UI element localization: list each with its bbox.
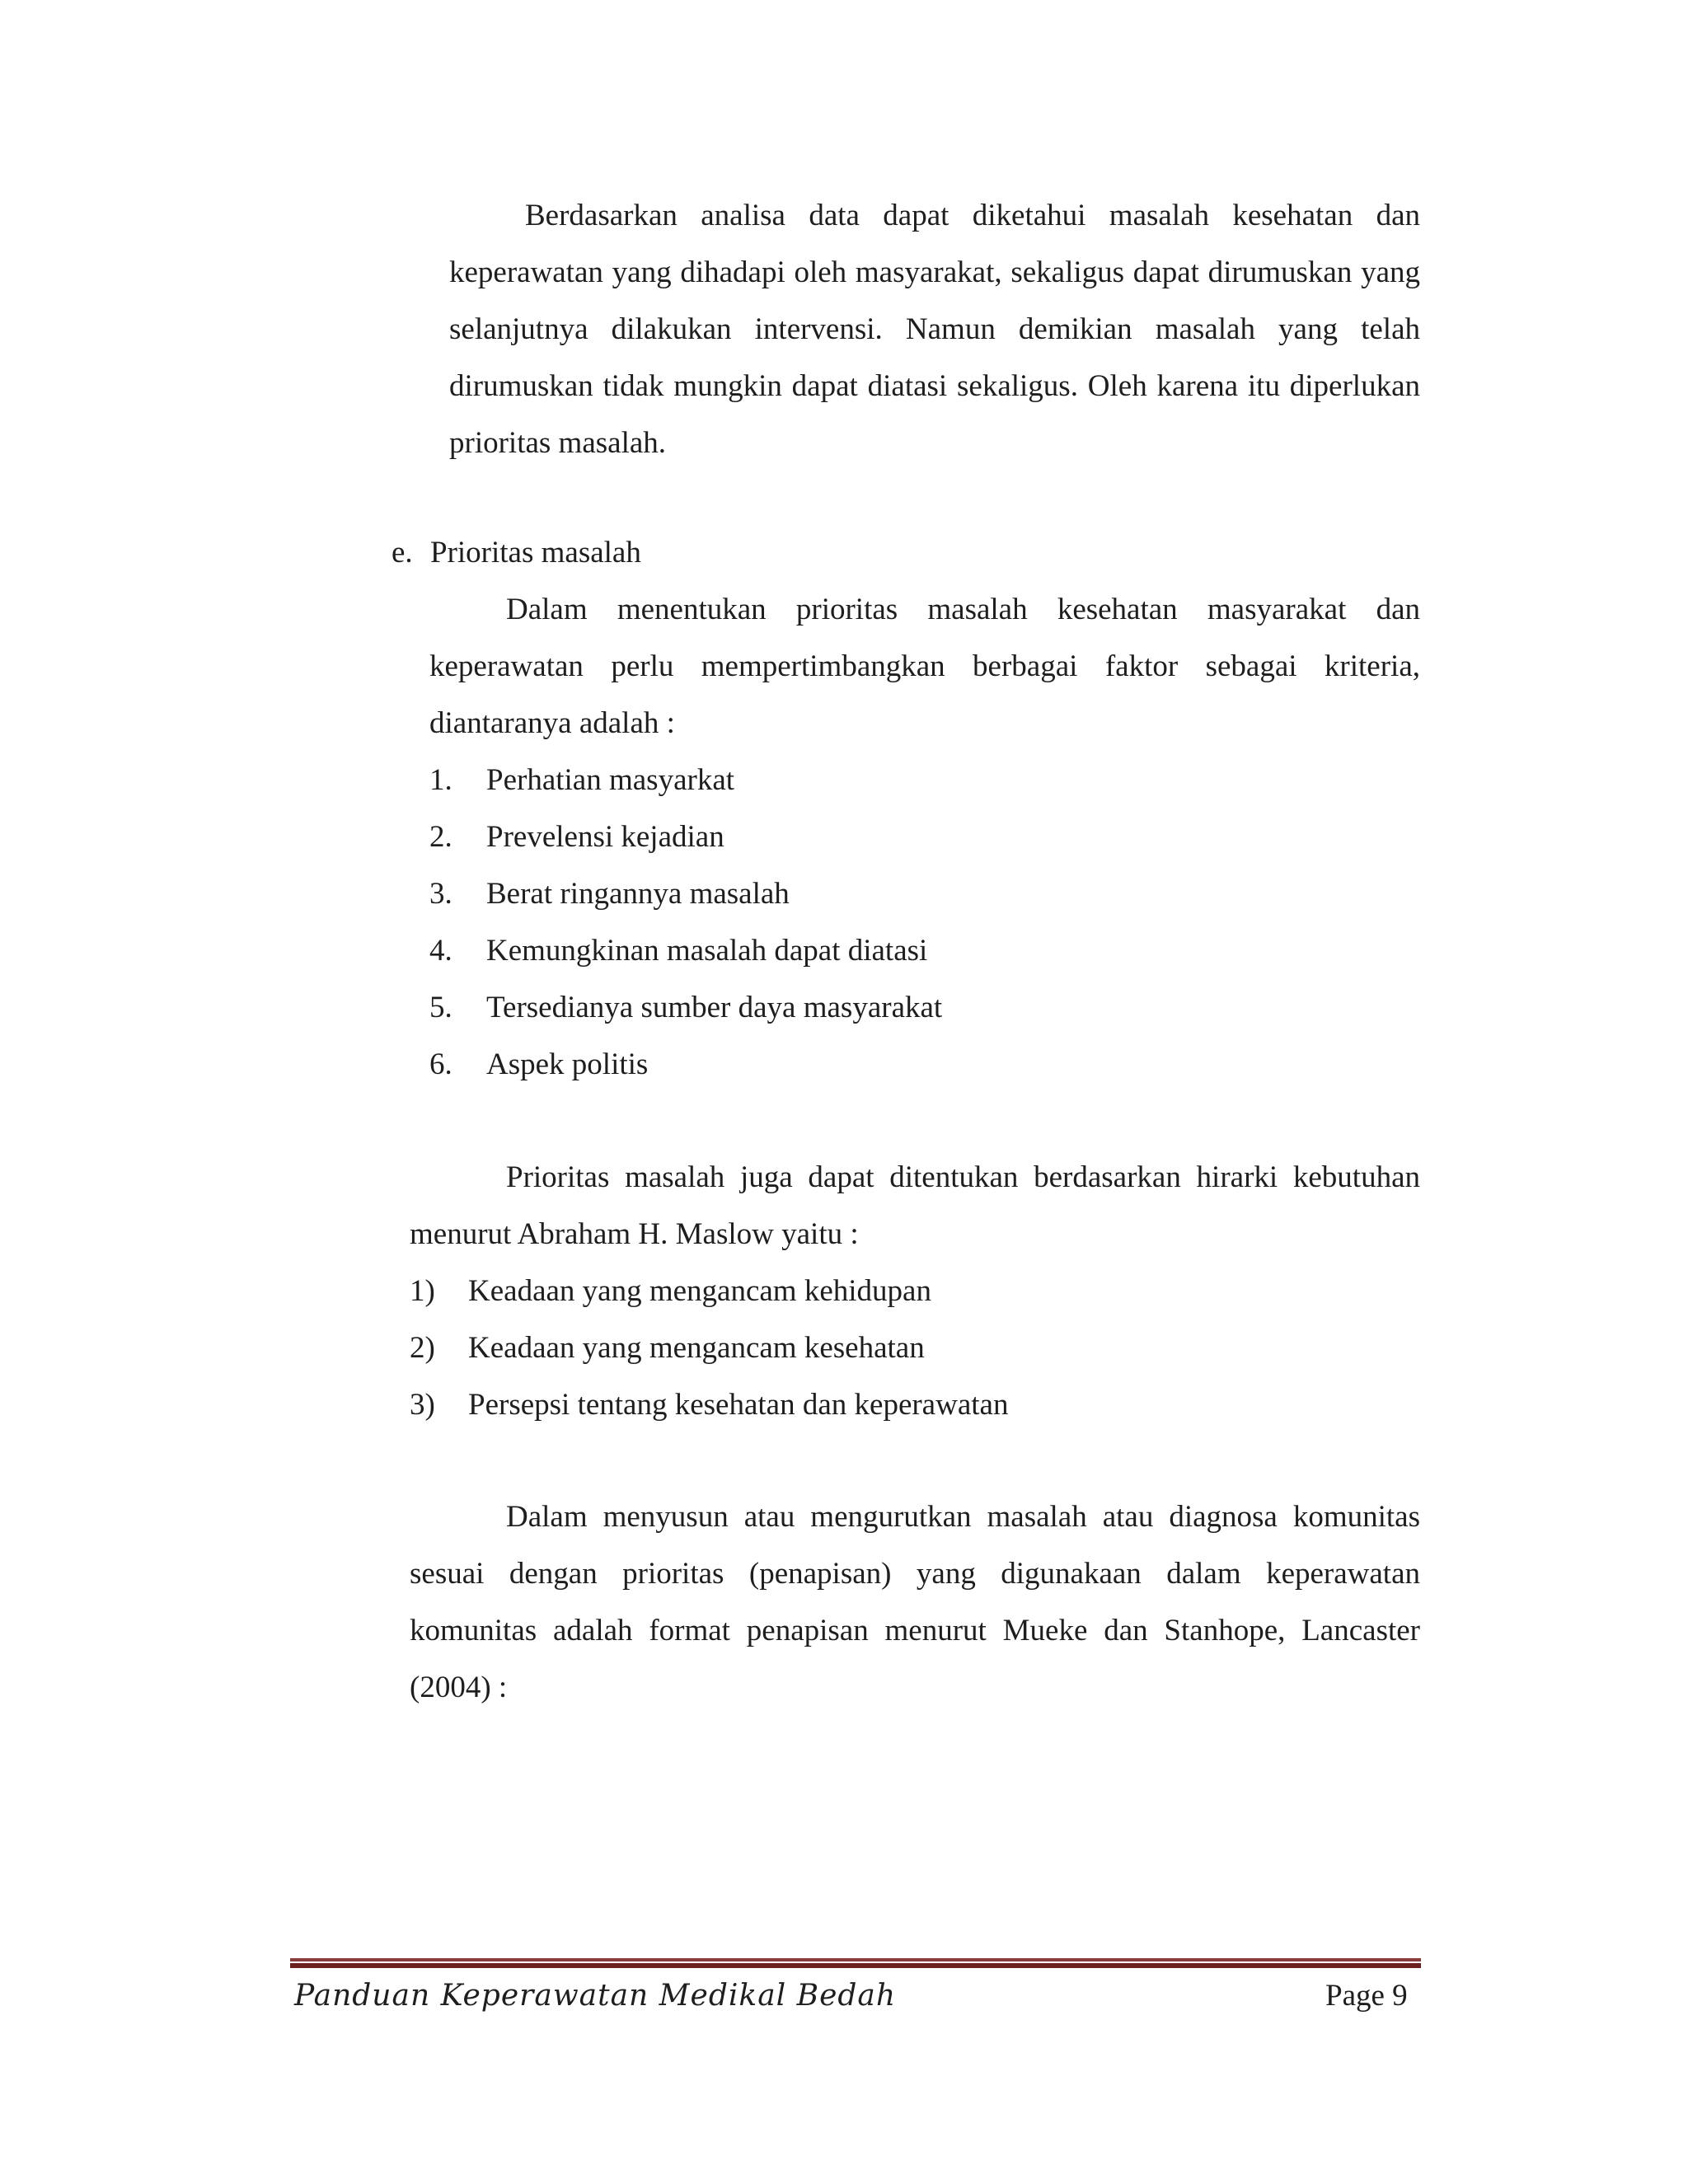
footer-page-number: Page 9 xyxy=(1325,1979,1408,2013)
list-item-number: 4. xyxy=(429,934,452,968)
list-item xyxy=(429,1036,942,1093)
list-item-text: Tersedianya sumber daya masyarakat xyxy=(486,991,943,1024)
list-item-text: Persepsi tentang kesehatan dan keperawatan xyxy=(468,1388,1009,1422)
section-title: Prioritas masalah xyxy=(430,536,641,569)
footer-divider xyxy=(290,1958,1421,1970)
paragraph-penapisan: Dalam menyusun atau mengurutkan masalah atau diagnosa komunitas sesuai dengan prioritas (penapisan) yang digunakaan dalam keperawatan komunitas adalah format penapisan menurut Mueke dan Stanhope, Lancaster (2004) : xyxy=(410,1500,1420,1704)
list-item xyxy=(410,1376,1008,1433)
criteria-list xyxy=(429,752,942,1093)
list-item-number: 5. xyxy=(429,991,452,1024)
list-item-text: Berat ringannya masalah xyxy=(486,877,790,911)
list-item-number: 2) xyxy=(410,1331,435,1365)
list-item-text: Aspek politis xyxy=(486,1047,649,1081)
list-item xyxy=(429,979,942,1036)
footer-divider-thick-line xyxy=(290,1963,1421,1968)
list-item xyxy=(429,865,942,922)
paragraph-maslow: Prioritas masalah juga dapat ditentukan berdasarkan hirarki kebutuhan menurut Abraham H. Maslow yaitu : xyxy=(410,1160,1420,1251)
list-item-text: Keadaan yang mengancam kehidupan xyxy=(468,1274,931,1308)
list-item xyxy=(429,808,942,865)
list-item xyxy=(429,752,942,808)
footer-document-title: Panduan Keperawatan Medikal Bedah xyxy=(294,1979,897,2013)
list-item-number: 1. xyxy=(429,763,452,797)
list-item xyxy=(410,1319,1008,1376)
section-marker: e. xyxy=(392,536,413,569)
list-item-number: 1) xyxy=(410,1274,435,1308)
list-item-number: 3. xyxy=(429,877,452,911)
list-item-number: 6. xyxy=(429,1047,452,1081)
list-item xyxy=(410,1263,1008,1319)
list-item-text: Prevelensi kejadian xyxy=(486,820,724,854)
paragraph-analisa-data: Berdasarkan analisa data dapat diketahui masalah kesehatan dan keperawatan yang dihadapi oleh masyarakat, sekaligus dapat dirumuskan yang selanjutnya dilakukan intervensi. Namun demikian masalah yang telah dirumuskan tidak mungkin dapat diatasi sekaligus. Oleh karena itu diperlukan prioritas masalah. xyxy=(449,199,1420,460)
list-item xyxy=(429,922,942,979)
list-item-number: 2. xyxy=(429,820,452,854)
section-heading-prioritas-masalah xyxy=(392,524,641,581)
footer-divider-thin-line xyxy=(290,1958,1421,1961)
list-item-text: Kemungkinan masalah dapat diatasi xyxy=(486,934,928,968)
list-item-text: Perhatian masyarkat xyxy=(486,763,735,797)
paragraph-menentukan-prioritas: Dalam menentukan prioritas masalah kesehatan masyarakat dan keperawatan perlu mempertimbangkan berbagai faktor sebagai kriteria, diantaranya adalah : xyxy=(429,593,1420,740)
maslow-list xyxy=(410,1263,1008,1433)
list-item-number: 3) xyxy=(410,1388,435,1422)
list-item-text: Keadaan yang mengancam kesehatan xyxy=(468,1331,925,1365)
